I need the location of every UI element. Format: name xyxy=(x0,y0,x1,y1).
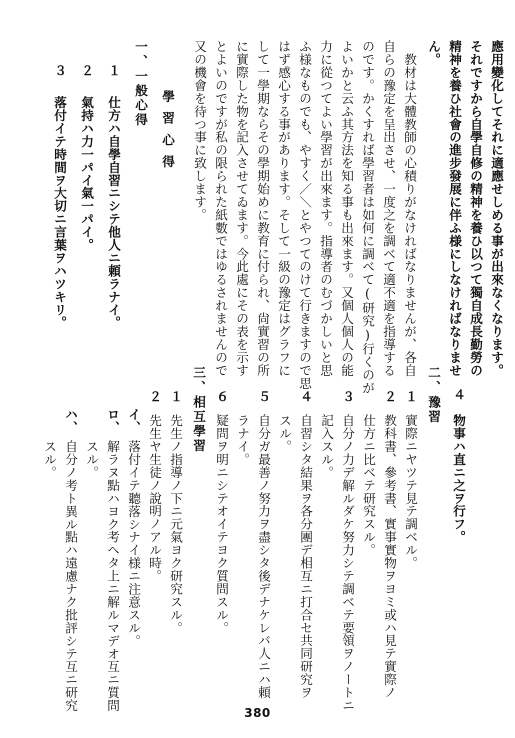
sub-item-mark: ロ、 xyxy=(105,408,120,434)
sub-item-continuation: スル。 xyxy=(42,440,57,479)
list-number: ４ xyxy=(298,390,313,403)
text-line: ふ様なものでも、やすく／＼とやつてのけて行きますので思 xyxy=(297,40,312,390)
list-item: 落付イテ時間ヲ大切ニ言葉ヲハツキリ。 xyxy=(52,96,67,330)
sub-item: 自分ノ考ト異ル點ハ遠慮ナク批評シテ互ニ研究 xyxy=(63,440,78,712)
list-number: ２ xyxy=(147,390,162,403)
text-line: のです。かくすれば學習者は如何に調べて(研究)行くのが xyxy=(360,40,375,395)
list-item-continuation: 仕方ニ比ベテ研究スル。 xyxy=(361,414,376,557)
list-item: 物事ハ直ニ之ヲ行フ。 xyxy=(451,414,466,544)
sub-item: 落付イテ聽落シナイ様ニ注意スル。 xyxy=(126,440,141,648)
list-item: 實際ニヤツテ見テ調ベル。 xyxy=(403,414,418,570)
list-item: 自分ガ最善ノ努力ヲ盡シタ後デナケレバ人ニハ頼 xyxy=(256,414,271,699)
list-number: ３ xyxy=(52,64,67,77)
list-item: 疑問ヲ明ニシテオイテヨク質問スル。 xyxy=(214,414,229,635)
list-item: 仕方ハ自學自習ニシテ他人ニ頼ラナイ。 xyxy=(106,96,121,330)
list-item: 先生ヤ生徒ノ說明ノアル時。 xyxy=(147,414,162,583)
list-number: １ xyxy=(168,390,183,403)
text-line: 應用變化してそれに適應せしめる事が出來なくなります。 xyxy=(489,40,504,377)
text-line: それですから自學自修の精神を養ひ以つて獨自成長勤勞の xyxy=(468,40,483,377)
section-title: 學習心得 xyxy=(160,90,175,177)
text-line: に實際した物を記入させてゐます。今此處にその表を示す xyxy=(234,40,249,377)
list-item: 自分ノ力デ解ルダケ努力シテ調ベテ要領ヲノートニ xyxy=(340,414,355,712)
text-line: 力に從つてよい學習が出來ます。指導者のむづかしいと思 xyxy=(318,40,333,377)
text-line: 又の機會を待つ事に致します。 xyxy=(192,40,207,222)
subsection-heading: 一、一般心得 xyxy=(133,40,148,128)
subsection-heading: 二、豫習 xyxy=(426,366,441,425)
list-number: ２ xyxy=(79,64,94,77)
text-line: 教材は大體教師の心積りがなければなりませんが、各自 xyxy=(402,40,417,377)
list-number: １ xyxy=(403,390,418,403)
text-line: 自らの豫定を呈出させ、一度之を調べて適不適を指導する xyxy=(381,40,396,377)
text-line: よいかと云ふ其方法を知る事も出來ます。又個人個人の能 xyxy=(339,40,354,377)
list-item: 氣持ハ力一パイ氣一パイ。 xyxy=(79,96,94,252)
list-item-continuation: スル。 xyxy=(277,414,292,453)
text-line: はず感心する事があります。そして一級の豫定はグラフに xyxy=(276,40,291,377)
text-line: 精神を養ひ社會の進步發展に伴ふ様にしなければなりませ xyxy=(447,40,462,377)
list-item: 教科書、參考書、實事實物ヲヨミ或ハ見テ實際ノ xyxy=(382,414,397,699)
list-number: ５ xyxy=(256,390,271,403)
page-number: 380 xyxy=(244,706,271,720)
text-line: とよいのですが私の限られた紙數ではゆるされませんので xyxy=(213,40,228,377)
list-number: ４ xyxy=(451,388,466,401)
list-item: 自習シタ結果ヲ各分團デ相互ニ打合セ共同研究ヲ xyxy=(298,414,313,699)
list-number: １ xyxy=(106,64,121,77)
list-item: 先生ノ指導ノ下ニ元氣ヨク研究スル。 xyxy=(168,414,183,635)
sub-item-continuation: スル。 xyxy=(84,440,99,479)
list-item-continuation: 記入スル。 xyxy=(319,414,334,479)
sub-item-mark: ハ、 xyxy=(63,408,78,434)
text-line: ん。 xyxy=(426,40,441,66)
subsection-heading: 三、相互學習 xyxy=(191,366,206,454)
list-number: ６ xyxy=(214,390,229,403)
text-line: して一學期ならその學期始めに教育に付られ、尙實習の所 xyxy=(255,40,270,377)
list-number: ３ xyxy=(340,390,355,403)
sub-item-mark: イ、 xyxy=(126,408,141,434)
list-item-continuation: ラナイ。 xyxy=(235,414,250,466)
sub-item: 解ラヌ點ハヨク考ヘタ上ニ解ルマデオ互ニ質問 xyxy=(105,440,120,712)
list-number: ２ xyxy=(382,390,397,403)
